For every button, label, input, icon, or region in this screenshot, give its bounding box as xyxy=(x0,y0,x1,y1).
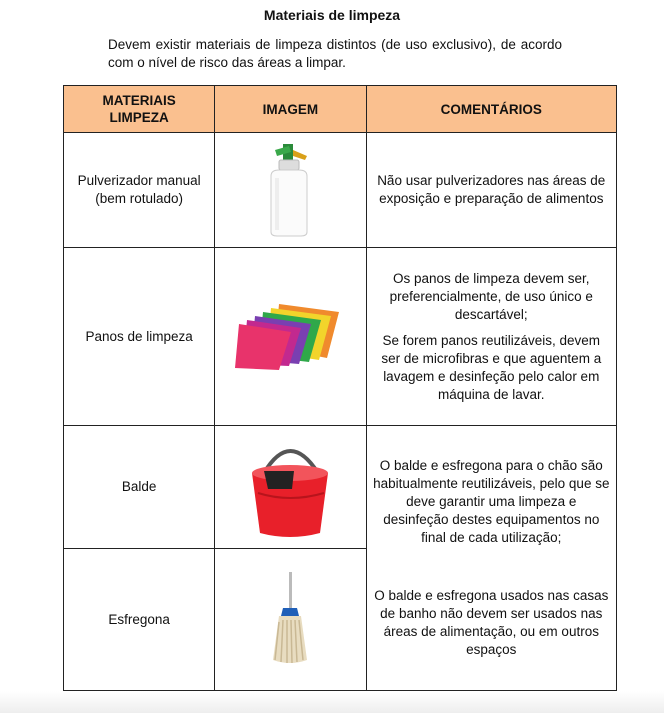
comment-text: O balde e esfregona para o chão são habitualmente reutilizáveis, pelo que se deve garantir uma limpeza e desinfeção destes equipamentos no final de cada utilização; xyxy=(373,458,610,545)
page-bottom-shade xyxy=(0,691,664,713)
comment-text: Se forem panos reutilizáveis, devem ser de microfibras e que aguentem a lavagem e desinfeção pelo calor em máquina de lavar. xyxy=(381,332,602,402)
header-comments: COMENTÁRIOS xyxy=(366,86,616,133)
image-cell xyxy=(215,133,366,248)
image-cell xyxy=(215,549,366,691)
page-title: Materiais de limpeza xyxy=(263,7,401,23)
table-row xyxy=(64,248,617,426)
comment-cell xyxy=(366,426,616,691)
comment-cell xyxy=(366,248,616,426)
comment-text: O balde e esfregona usados nas casas de banho não devem ser usados nas áreas de alimentação, ou em outros espaços xyxy=(374,588,609,657)
comment-cell xyxy=(366,133,616,248)
table-row xyxy=(64,426,617,549)
header-materials: MATERIAIS LIMPEZA xyxy=(64,86,215,133)
table-header-row xyxy=(64,86,617,133)
image-cell xyxy=(215,248,366,426)
mop-icon xyxy=(265,572,315,668)
intro-paragraph: Devem existir materiais de limpeza distintos (de uso exclusivo), de acordo com o nível de risco das áreas a limpar. xyxy=(108,37,562,70)
table-row xyxy=(64,133,617,248)
material-cell: Balde xyxy=(64,426,215,549)
comment-text: Não usar pulverizadores nas áreas de exposição e preparação de alimentos xyxy=(377,173,606,206)
spray-bottle-icon xyxy=(255,140,325,240)
material-cell: Pulverizador manual (bem rotulado) xyxy=(64,133,215,248)
material-cell: Panos de limpeza xyxy=(64,248,215,426)
cleaning-cloths-icon xyxy=(235,302,345,372)
image-cell xyxy=(215,426,366,549)
material-cell: Esfregona xyxy=(64,549,215,691)
materials-table xyxy=(63,85,617,691)
header-image: IMAGEM xyxy=(215,86,366,133)
mop-bucket-icon xyxy=(234,433,346,541)
comment-text: Os panos de limpeza devem ser, preferencialmente, de uso único e descartável; xyxy=(389,270,593,322)
